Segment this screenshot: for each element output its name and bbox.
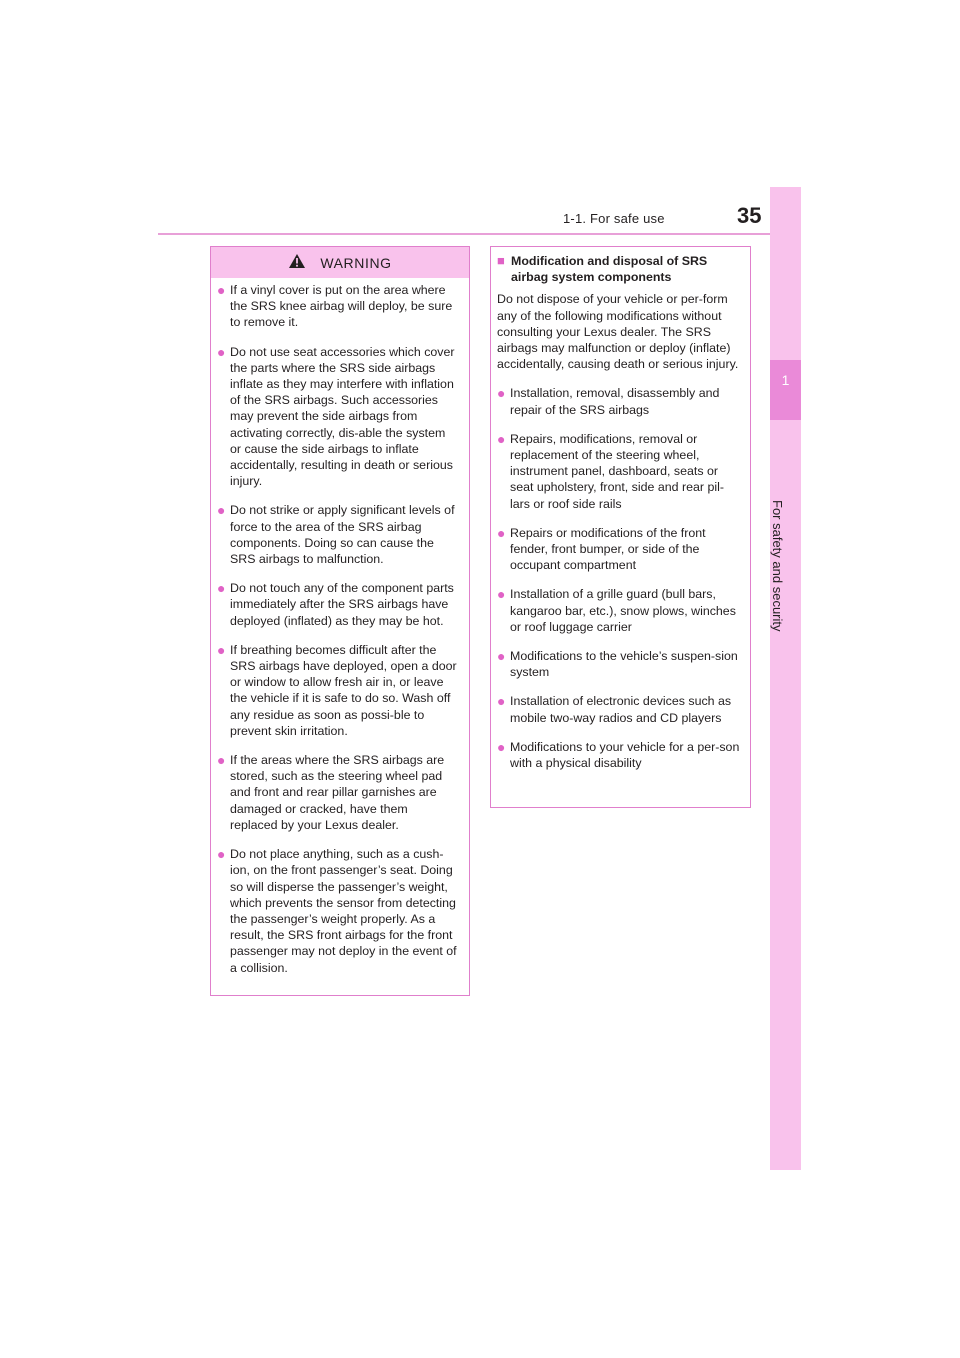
circle-bullet-icon: ● — [217, 502, 226, 519]
list-item: ● Do not place anything, such as a cush-ion, on the front passenger’s seat. Doing so will disperse the passenger’s weight, which prevents the sensor from detecting the passenger’s weight properly. As a result, the SRS front airbags for the front passenger may not deploy in the event of a collision. — [217, 846, 457, 975]
side-tab-marker — [770, 360, 801, 420]
list-item: ● Modifications to the vehicle’s suspen-sion system — [497, 648, 738, 680]
list-item: ● Repairs, modifications, removal or replacement of the steering wheel, instrument panel, dashboard, seats or seat upholstery, front, side and rear pil-lars or roof side rails — [497, 430, 724, 511]
warning-header — [211, 247, 469, 278]
list-item: ● Installation of electronic devices such as mobile two-way radios and CD players — [497, 693, 732, 725]
side-tab — [770, 187, 801, 1170]
circle-bullet-icon: ● — [497, 738, 506, 755]
square-bullet-icon: ■ — [497, 253, 505, 268]
warning-triangle-icon — [288, 253, 306, 272]
list-item: ● Installation, removal, disassembly and repair of the SRS airbags — [497, 385, 720, 417]
list-item: ● If a vinyl cover is put on the area where the SRS knee airbag will deploy, be sure to remove it. — [217, 282, 453, 330]
circle-bullet-icon: ● — [217, 846, 226, 863]
modification-heading: ■ Modification and disposal of SRS airbag system components — [497, 253, 708, 285]
modification-box — [490, 246, 751, 808]
list-item: ● If the areas where the SRS airbags are stored, such as the steering wheel pad and front and rear pillar garnishes are damaged or cracked, have them replaced by your Lexus dealer. — [217, 752, 445, 832]
circle-bullet-icon: ● — [497, 385, 506, 402]
circle-bullet-icon: ● — [497, 430, 506, 447]
list-item: ● Repairs or modifications of the front fender, front bumper, or side of the occupant compartment — [497, 524, 706, 573]
circle-bullet-icon: ● — [217, 580, 226, 597]
circle-bullet-icon: ● — [497, 648, 506, 665]
page-number: 35 — [737, 203, 762, 228]
circle-bullet-icon: ● — [217, 641, 226, 658]
circle-bullet-icon: ● — [497, 693, 506, 710]
circle-bullet-icon: ● — [497, 524, 506, 541]
list-item: ● If breathing becomes difficult after the SRS airbags have deployed, open a door or window to allow fresh air in, or leave the vehicle if it is safe to do so. Wash off any residue as soon as possi-ble to prevent skin irritation. — [217, 641, 457, 738]
circle-bullet-icon: ● — [217, 343, 226, 360]
section-title: 1-1. For safe use — [563, 211, 665, 226]
warning-box — [210, 246, 470, 996]
chapter-number: 1 — [781, 372, 790, 388]
circle-bullet-icon: ● — [217, 752, 226, 769]
warning-list — [211, 278, 469, 976]
header-divider — [158, 233, 770, 235]
warning-title: WARNING — [320, 254, 392, 271]
list-item: ● Do not touch any of the component parts immediately after the SRS airbags have deployed (inflated) as they may be hot. — [217, 580, 454, 628]
list-item: ● Modifications to your vehicle for a per-son with a physical disability — [497, 738, 740, 771]
modification-intro: Do not dispose of your vehicle or per-form any of the following modifications without consulting your Lexus dealer. The SRS airbags may malfunction or deploy (inflate) accidentally, causing death or serious injury. — [497, 292, 739, 372]
list-item: ● Installation of a grille guard (bull bars, kangaroo bar, etc.), snow plows, winches or roof luggage carrier — [497, 586, 736, 634]
circle-bullet-icon: ● — [497, 586, 506, 603]
circle-bullet-icon: ● — [217, 282, 226, 298]
modification-list — [497, 385, 742, 771]
list-item: ● Do not strike or apply significant levels of force to the area of the SRS airbag components. Doing so can cause the SRS airbags to malfunction. — [217, 502, 455, 567]
chapter-title: For safety and security — [770, 500, 785, 632]
list-item: ● Do not use seat accessories which cover the parts where the SRS side airbags inflate as they may interfere with inflation of the SRS airbags. Such accessories may prevent the side airbags from activating correctly, dis-able the system or cause the side airbags to inflate accidentally, resulting in death or serious injury. — [217, 343, 455, 489]
